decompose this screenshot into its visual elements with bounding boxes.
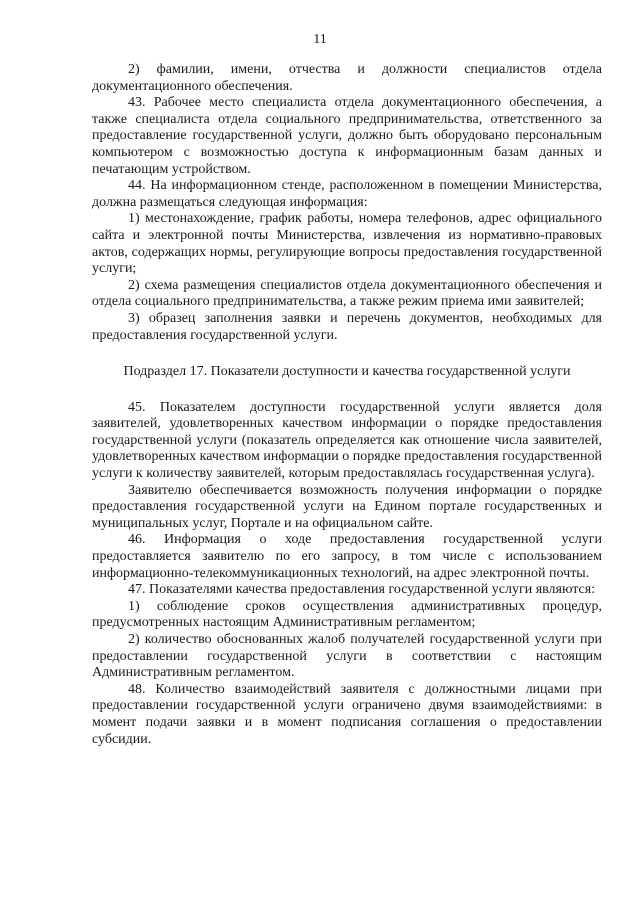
paragraph-47-item-1: 1) соблюдение сроков осуществления административных процедур, предусмотренных настоящим Административным регламентом; [92,598,602,631]
paragraph-44-item-1: 1) местонахождение, график работы, номера телефонов, адрес официального сайта и электронной почты Министерства, извлечения из нормативно-правовых актов, содержащих нормы, регулирующие вопросы предоставления государственной услуги; [92,211,602,277]
paragraph-48: 48. Количество взаимодействий заявителя с должностными лицами при предоставлении государственной услуги ограничено двумя взаимодействиями: в момент подачи заявки и в момент подписания соглашения о предоставлении субсидии. [92,681,602,747]
paragraph-43: 43. Рабочее место специалиста отдела документационного обеспечения, а также специалиста отдела социального предпринимательства, ответственного за предоставление государственной услуги, должно быть оборудовано персональным компьютером с возможностью доступа к информационным базам данных и печатающим устройством. [92,95,602,177]
paragraph-46: 46. Информация о ходе предоставления государственной услуги предоставляется заявителю по его запросу, в том числе с использованием информационно-телекоммуникационных технологий, на адрес электронной почты. [92,532,602,581]
paragraph-47-item-2: 2) количество обоснованных жалоб получателей государственной услуги при предоставлении государственной услуги в соответствии с настоящим Административным регламентом. [92,632,602,681]
paragraph-44-item-3: 3) образец заполнения заявки и перечень документов, необходимых для предоставления государственной услуги. [92,310,602,343]
paragraph-44-item-2: 2) схема размещения специалистов отдела документационного обеспечения и отдела социального предпринимательства, а также режим приема ими заявителей; [92,277,602,310]
paragraph-45: 45. Показателем доступности государственной услуги является доля заявителей, удовлетворенных качеством информации о порядке предоставления государственной услуги (показатель определяется как отношение числа заявителей, удовлетворенных качеством информации о порядке предоставления государственной услуги к количеству заявителей, которым предоставлялась государственная услуга). [92,399,602,482]
paragraph-45-continued: Заявителю обеспечивается возможность получения информации о порядке предоставления государственной услуги на Едином портале государственных и муниципальных услуг, Портале и на официальном сайте. [92,482,602,531]
paragraph-item-2-fio: 2) фамилии, имени, отчества и должности специалистов отдела документационного обеспечения. [92,62,602,94]
paragraph-47: 47. Показателями качества предоставления государственной услуги являются: [128,582,596,598]
page-number: 11 [313,32,327,47]
subsection-heading: Подраздел 17. Показатели доступности и качества государственной услуги [123,364,571,380]
document-body [92,62,602,748]
paragraph-44: 44. На информационном стенде, расположенном в помещении Министерства, должна размещаться следующая информация: [92,178,602,210]
